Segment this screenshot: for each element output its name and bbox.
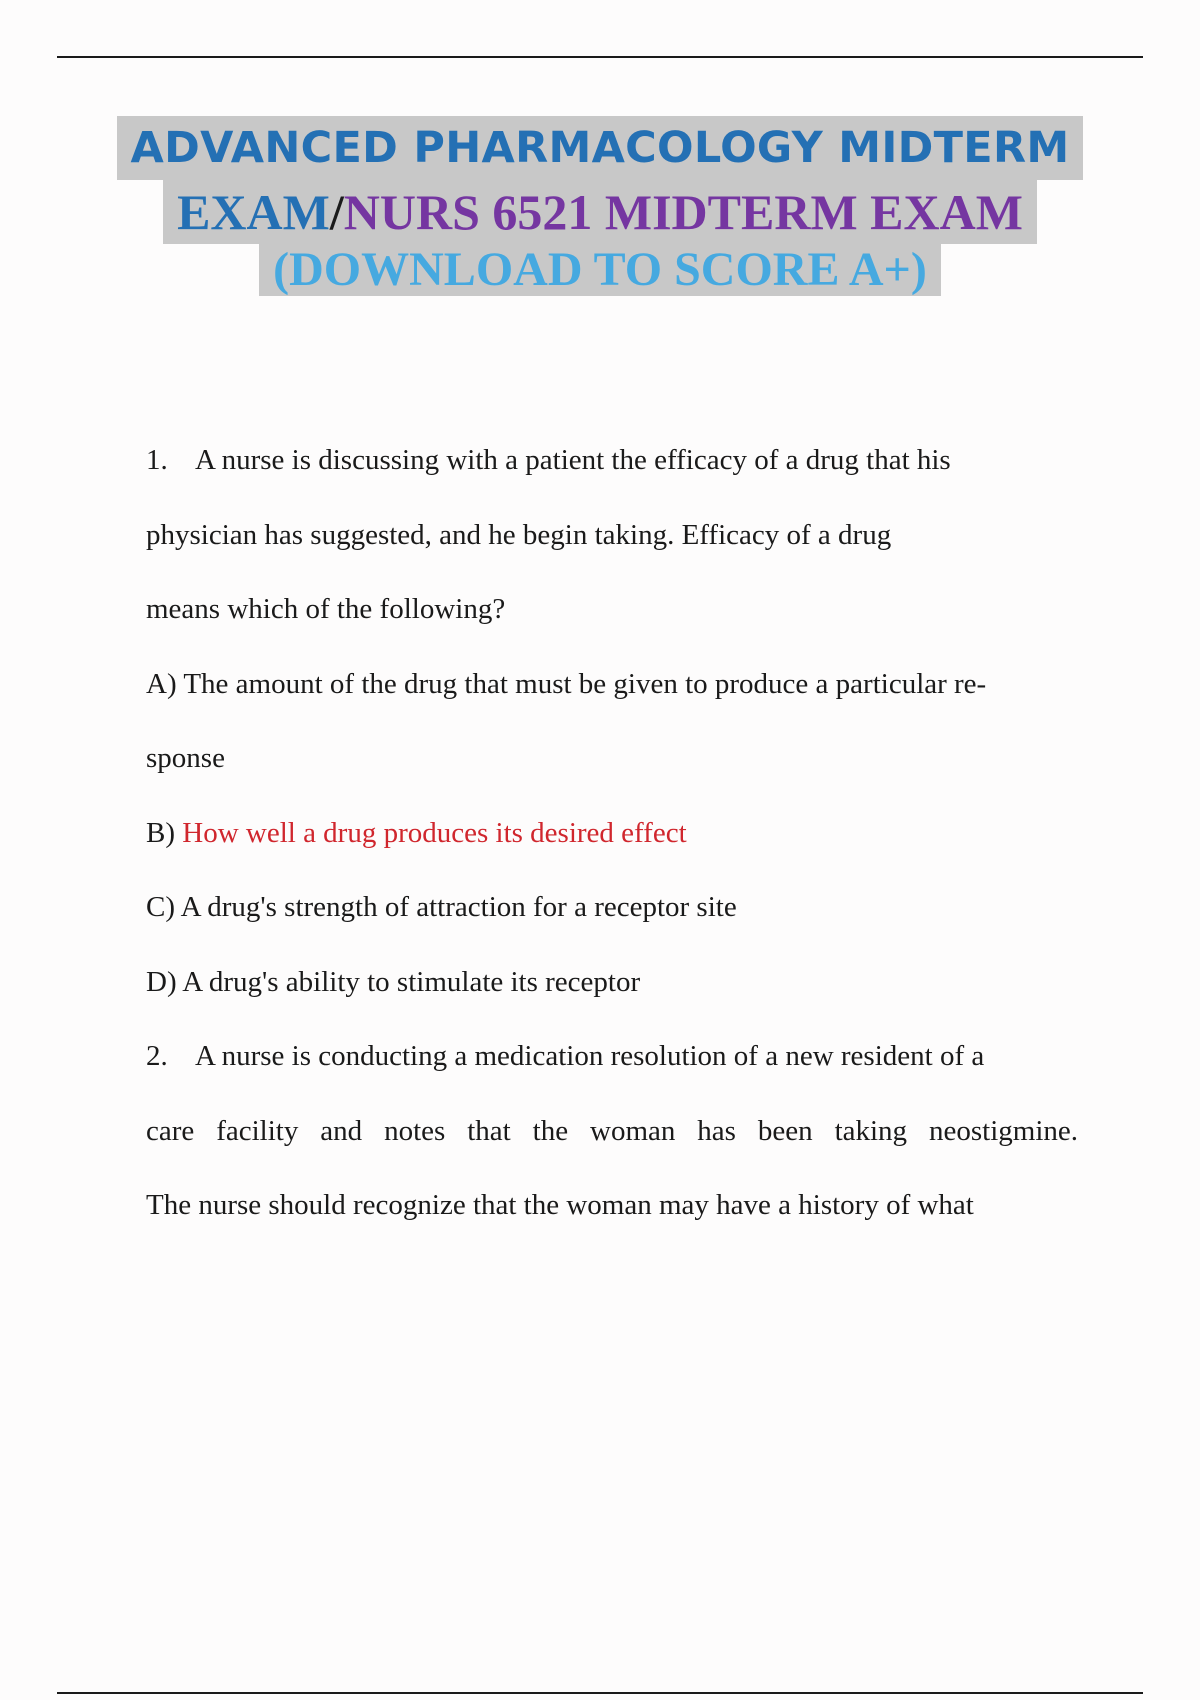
header-rule bbox=[57, 56, 1143, 58]
option-letter: D) bbox=[146, 965, 177, 998]
option-b bbox=[146, 811, 1078, 886]
question-number: 1. bbox=[146, 444, 168, 476]
title-course-code: NURS 6521 MIDTERM EXAM bbox=[343, 184, 1023, 240]
question-text: A nurse is conducting a medication resolution of a new resident of a bbox=[195, 1040, 985, 1072]
option-d bbox=[146, 960, 1078, 1035]
document-title bbox=[0, 116, 1200, 296]
option-a-line-1 bbox=[146, 662, 1078, 737]
title-exam-word: EXAM bbox=[177, 184, 330, 240]
option-letter: B) bbox=[146, 816, 175, 849]
title-line-2 bbox=[163, 180, 1037, 244]
option-letter: A) bbox=[146, 667, 177, 700]
option-c bbox=[146, 885, 1078, 960]
title-slash: / bbox=[329, 184, 344, 240]
question-1-line-3: means which of the following? bbox=[146, 593, 506, 625]
question-1-line-1 bbox=[146, 438, 1078, 513]
footer-rule bbox=[57, 1692, 1143, 1694]
exam-content bbox=[146, 438, 1078, 1258]
question-2-line-3: The nurse should recognize that the woman may have a history of what bbox=[146, 1189, 974, 1221]
title-line-1: ADVANCED PHARMACOLOGY MIDTERM bbox=[117, 116, 1084, 180]
question-number: 2. bbox=[146, 1040, 168, 1072]
question-2-line-2: care facility and notes that the woman has been taking neostigmine. bbox=[146, 1114, 1078, 1147]
title-line-3: (DOWNLOAD TO SCORE A+) bbox=[259, 244, 941, 296]
question-1-line-2: physician has suggested, and he begin taking. Efficacy of a drug bbox=[146, 518, 892, 551]
option-text: The amount of the drug that must be given to produce a particular re- bbox=[183, 667, 987, 700]
option-a-line-2: sponse bbox=[146, 742, 225, 774]
question-text: A nurse is discussing with a patient the efficacy of a drug that his bbox=[195, 444, 951, 476]
correct-answer-text: How well a drug produces its desired effect bbox=[182, 816, 687, 849]
option-text: A drug's ability to stimulate its receptor bbox=[182, 965, 641, 998]
option-text: A drug's strength of attraction for a receptor site bbox=[180, 891, 737, 923]
option-letter: C) bbox=[146, 891, 175, 923]
question-2-line-1 bbox=[146, 1034, 1078, 1109]
